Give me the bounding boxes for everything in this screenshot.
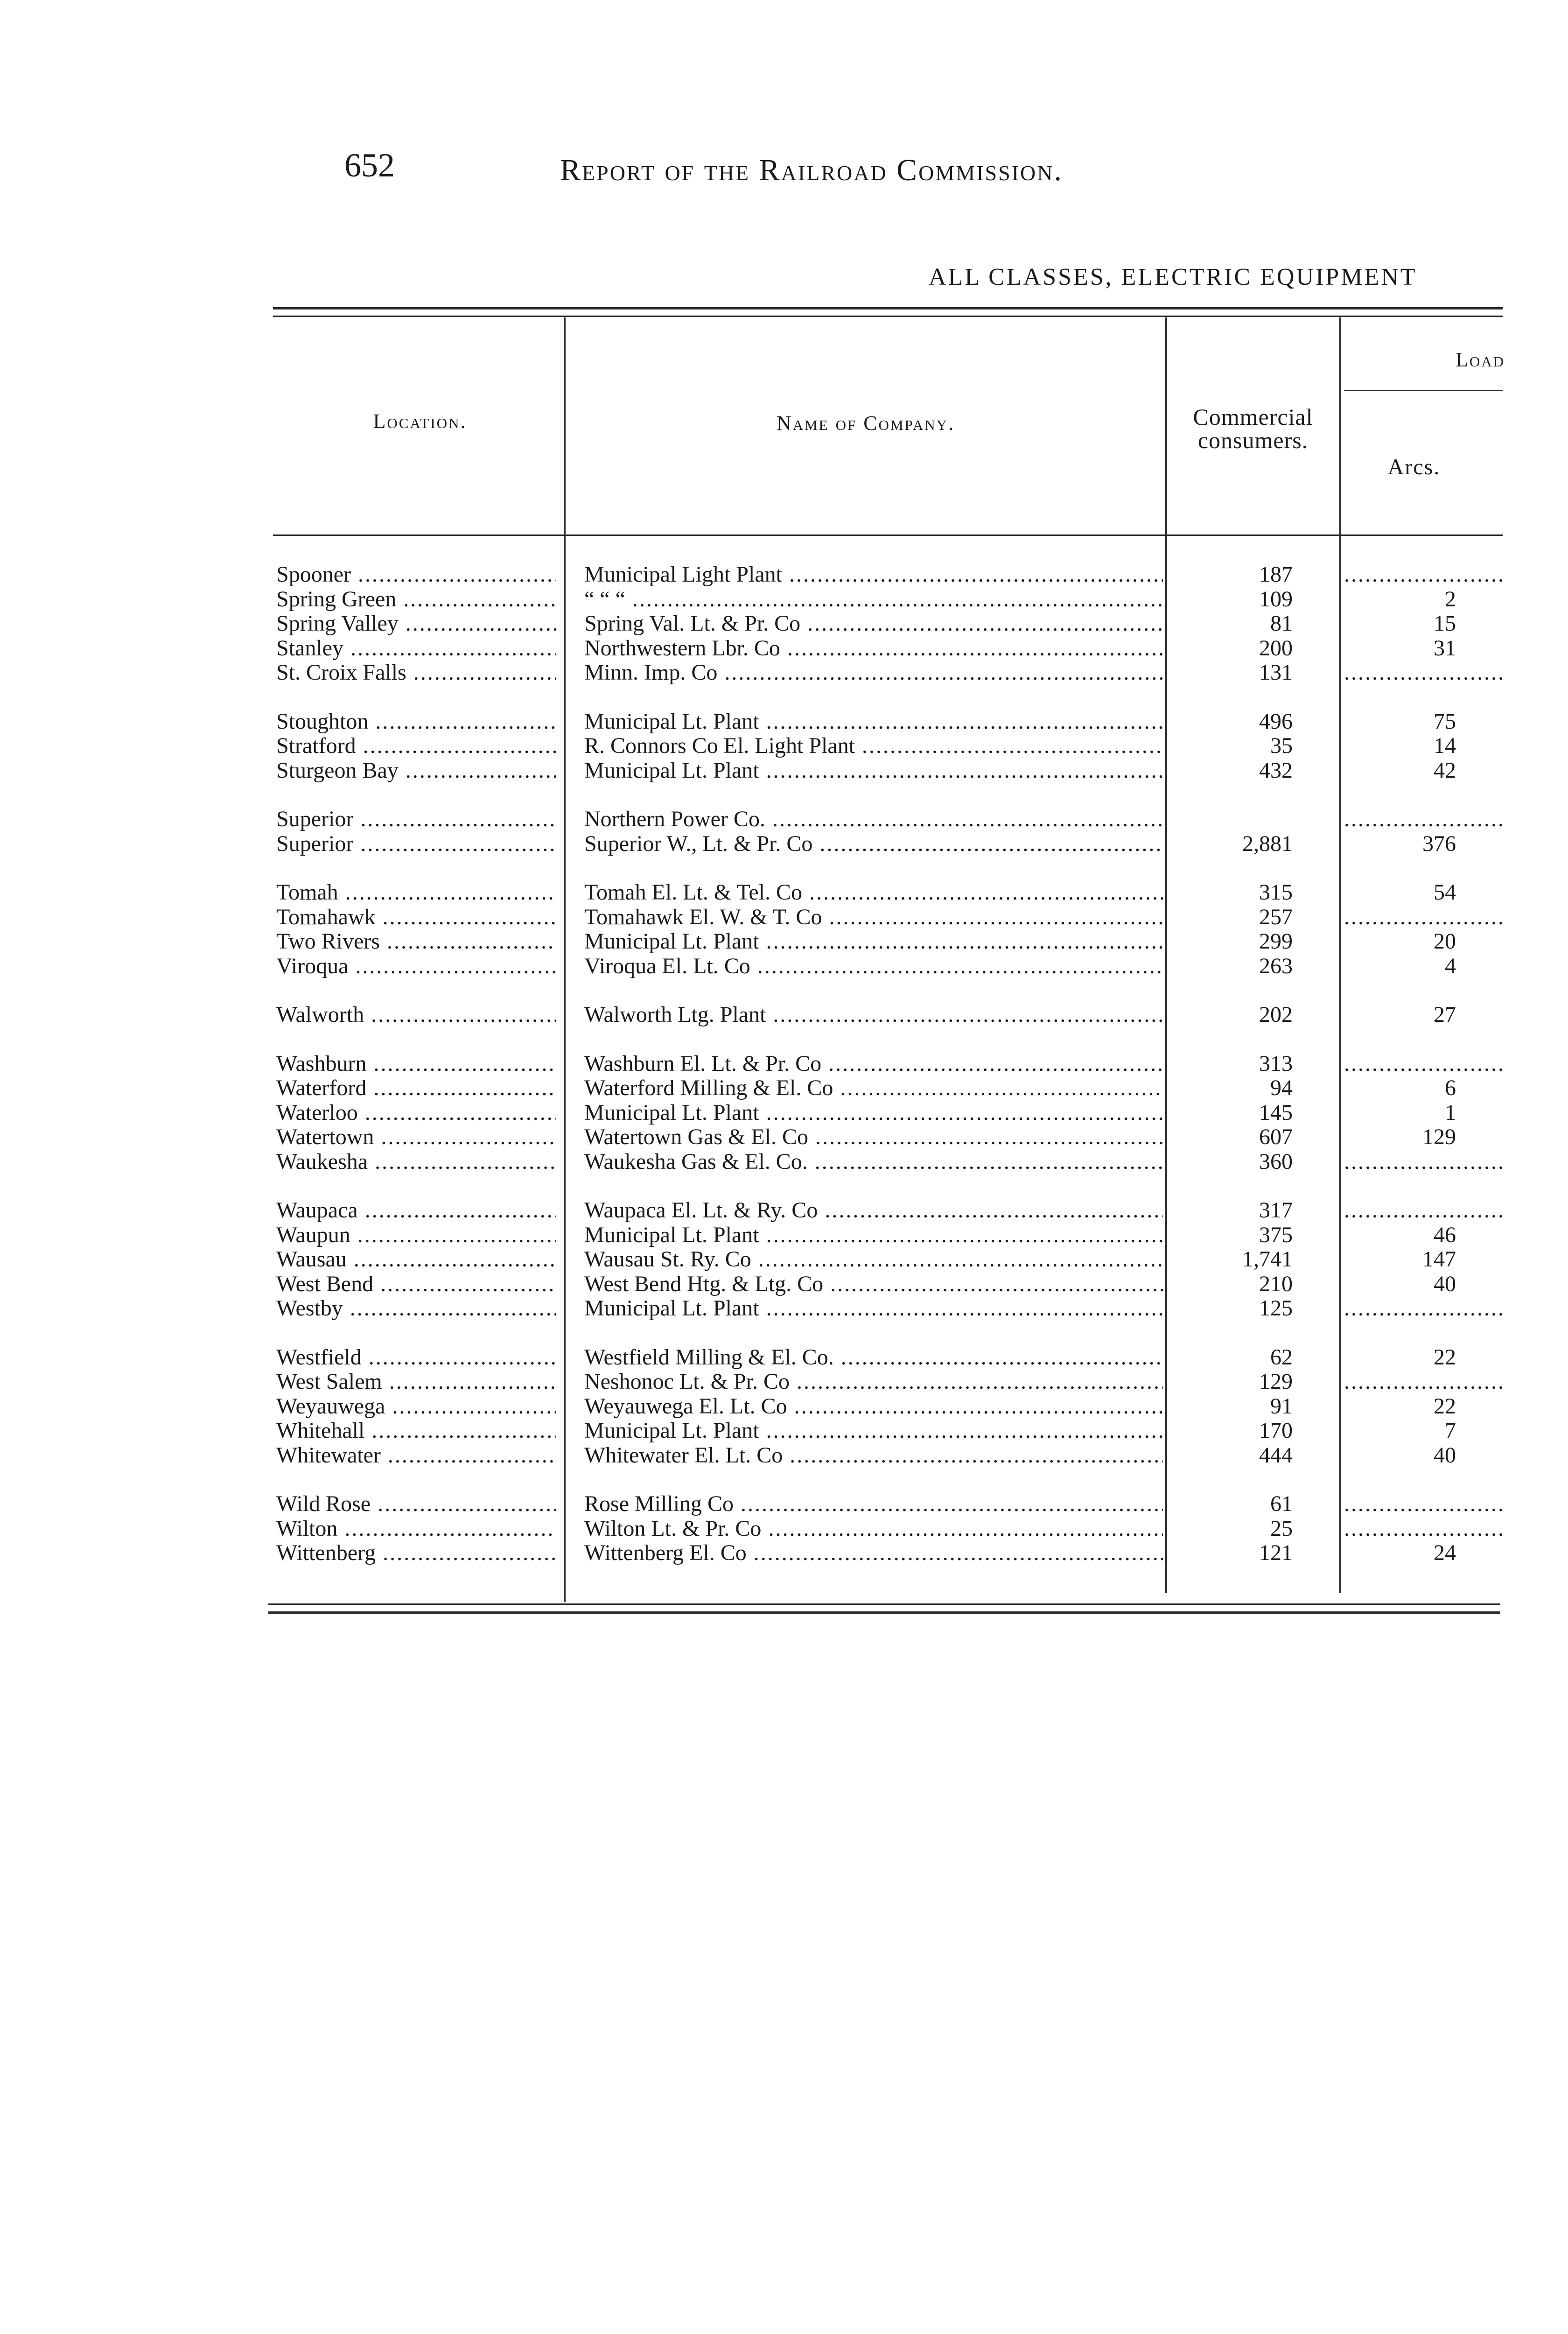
row-arcs-cell — [1344, 759, 1503, 783]
row-commercial-consumers: 1,741 — [1242, 1247, 1293, 1272]
row-company: Neshonoc Lt. & Pr. Co ..... — [584, 1370, 1163, 1394]
row-commercial-consumers: 496 — [1259, 710, 1293, 734]
bottom-rule-thin — [268, 1603, 1500, 1605]
row-location: Walworth ..... — [276, 1003, 556, 1027]
row-company: Municipal Lt. Plant ..... — [584, 1223, 1163, 1247]
row-location: Wilton ..... — [276, 1517, 556, 1541]
row-arcs-cell — [1344, 905, 1503, 929]
table-row — [0, 587, 1568, 612]
row-arcs: 20 — [1434, 929, 1456, 954]
row-commercial-consumers: 299 — [1259, 929, 1293, 954]
row-company: Municipal Lt. Plant ..... — [584, 759, 1163, 783]
row-commercial-consumers: 25 — [1270, 1517, 1293, 1541]
row-arcs-cell — [1344, 636, 1503, 661]
table-row — [0, 807, 1568, 831]
row-commercial-consumers: 109 — [1259, 587, 1293, 612]
table-row — [0, 832, 1568, 856]
row-arcs: 22 — [1434, 1345, 1456, 1370]
row-arcs-cell — [1344, 880, 1503, 905]
row-company: Northern Power Co. ..... — [584, 807, 1163, 831]
row-company: West Bend Htg. & Ltg. Co ..... — [584, 1272, 1163, 1296]
table-row — [0, 929, 1568, 954]
row-company: Waukesha Gas & El. Co. ..... — [584, 1150, 1163, 1174]
row-location: Wittenberg ..... — [276, 1541, 556, 1565]
table-row — [0, 1150, 1568, 1174]
row-location: Spring Green ..... — [276, 587, 556, 612]
row-company: Watertown Gas & El. Co ..... — [584, 1125, 1163, 1149]
table-row — [0, 562, 1568, 587]
row-arcs: 46 — [1434, 1223, 1456, 1247]
row-commercial-consumers: 35 — [1270, 734, 1293, 758]
row-company: Superior W., Lt. & Pr. Co ..... — [584, 832, 1163, 856]
row-commercial-consumers: 315 — [1259, 880, 1293, 905]
row-arcs-cell — [1344, 661, 1503, 685]
row-commercial-consumers: 375 — [1259, 1223, 1293, 1247]
column-header-commercial-consumers: Commercial consumers. — [1193, 404, 1313, 453]
row-commercial-consumers: 170 — [1259, 1419, 1293, 1443]
row-commercial-consumers: 62 — [1270, 1345, 1293, 1370]
table-row — [0, 1052, 1568, 1076]
row-company: Rose Milling Co ..... — [584, 1492, 1163, 1516]
row-company: Tomahawk El. W. & T. Co ..... — [584, 905, 1163, 929]
row-arcs: 7 — [1445, 1419, 1456, 1443]
row-commercial-consumers: 444 — [1259, 1443, 1293, 1468]
row-location: Waupun ..... — [276, 1223, 556, 1247]
table-row — [0, 954, 1568, 978]
row-location: Wild Rose ..... — [276, 1492, 556, 1516]
row-arcs: 75 — [1434, 710, 1456, 734]
row-commercial-consumers: 313 — [1259, 1052, 1293, 1076]
row-arcs: 376 — [1422, 832, 1456, 856]
row-commercial-consumers: 125 — [1259, 1296, 1293, 1321]
table-row — [0, 1492, 1568, 1516]
row-location: Waukesha ..... — [276, 1150, 556, 1174]
row-commercial-consumers: 360 — [1259, 1150, 1293, 1174]
table-row — [0, 734, 1568, 758]
row-arcs-cell — [1344, 1223, 1503, 1247]
table-row — [0, 1272, 1568, 1296]
table-row — [0, 661, 1568, 685]
row-arcs: 27 — [1434, 1003, 1456, 1027]
row-location: Whitehall ..... — [276, 1419, 556, 1443]
row-commercial-consumers: 432 — [1259, 759, 1293, 783]
row-arcs-cell — [1344, 1003, 1503, 1027]
row-location: Westby ..... — [276, 1296, 556, 1321]
table-row — [0, 1223, 1568, 1247]
row-commercial-consumers: 91 — [1270, 1394, 1293, 1419]
row-location: Tomahawk ..... — [276, 905, 556, 929]
row-arcs-cell — [1344, 1198, 1503, 1223]
row-arcs-cell — [1344, 1517, 1503, 1541]
table-row — [0, 1076, 1568, 1100]
row-arcs-cell — [1344, 612, 1503, 636]
row-arcs: 31 — [1434, 636, 1456, 661]
row-arcs-cell — [1344, 1101, 1503, 1125]
row-arcs-cell — [1344, 1296, 1503, 1321]
row-location: West Bend ..... — [276, 1272, 556, 1296]
row-arcs: 14 — [1434, 734, 1456, 758]
row-arcs-cell — [1344, 1370, 1503, 1394]
table-row — [0, 759, 1568, 783]
row-company: Municipal Lt. Plant ..... — [584, 1296, 1163, 1321]
table-row — [0, 612, 1568, 636]
row-location: Superior ..... — [276, 832, 556, 856]
row-arcs-cell — [1344, 710, 1503, 734]
row-location: Spring Valley ..... — [276, 612, 556, 636]
row-arcs-cell — [1344, 1492, 1503, 1516]
row-location: Two Rivers ..... — [276, 929, 556, 954]
row-arcs-cell — [1344, 1345, 1503, 1370]
row-commercial-consumers: 121 — [1259, 1541, 1293, 1565]
row-location: Sturgeon Bay ..... — [276, 759, 556, 783]
row-arcs-cell — [1344, 1076, 1503, 1100]
table-row — [0, 1443, 1568, 1468]
row-location: Whitewater ..... — [276, 1443, 556, 1468]
row-commercial-consumers: 81 — [1270, 612, 1293, 636]
row-company: Westfield Milling & El. Co. ..... — [584, 1345, 1163, 1370]
row-commercial-consumers: 317 — [1259, 1198, 1293, 1223]
row-company: Wilton Lt. & Pr. Co ..... — [584, 1517, 1163, 1541]
row-company: Walworth Ltg. Plant ..... — [584, 1003, 1163, 1027]
row-company: Whitewater El. Lt. Co ..... — [584, 1443, 1163, 1468]
row-company: Waterford Milling & El. Co ..... — [584, 1076, 1163, 1100]
row-commercial-consumers: 187 — [1259, 562, 1293, 587]
row-arcs: 40 — [1434, 1272, 1456, 1296]
row-location: Waterloo ..... — [276, 1101, 556, 1125]
row-location: Superior ..... — [276, 807, 556, 831]
row-company: Wittenberg El. Co ..... — [584, 1541, 1163, 1565]
row-arcs-cell — [1344, 734, 1503, 758]
row-arcs-cell — [1344, 1419, 1503, 1443]
table-row — [0, 1517, 1568, 1541]
row-location: Westfield ..... — [276, 1345, 556, 1370]
row-commercial-consumers: 129 — [1259, 1370, 1293, 1394]
row-location: Waterford ..... — [276, 1076, 556, 1100]
row-company: Weyauwega El. Lt. Co ..... — [584, 1394, 1163, 1419]
row-company: Washburn El. Lt. & Pr. Co ..... — [584, 1052, 1163, 1076]
row-arcs-cell — [1344, 1150, 1503, 1174]
row-arcs-cell — [1344, 807, 1503, 831]
row-location: Viroqua ..... — [276, 954, 556, 978]
bottom-rule-thick — [268, 1611, 1500, 1614]
row-arcs-cell — [1344, 1541, 1503, 1565]
table-caption: ALL CLASSES, ELECTRIC EQUIPMENT — [929, 264, 1417, 290]
row-arcs: 24 — [1434, 1541, 1456, 1565]
row-commercial-consumers: 607 — [1259, 1125, 1293, 1149]
row-company: Municipal Lt. Plant ..... — [584, 929, 1163, 954]
row-arcs-cell — [1344, 587, 1503, 612]
row-commercial-consumers: 94 — [1270, 1076, 1293, 1100]
row-location: Weyauwega ..... — [276, 1394, 556, 1419]
row-location: Spooner ..... — [276, 562, 556, 587]
row-commercial-consumers: 131 — [1259, 661, 1293, 685]
table-row — [0, 1296, 1568, 1321]
row-company: Waupaca El. Lt. & Ry. Co ..... — [584, 1198, 1163, 1223]
table-row — [0, 1345, 1568, 1370]
row-location: Stanley ..... — [276, 636, 556, 661]
row-commercial-consumers: 202 — [1259, 1003, 1293, 1027]
table-row — [0, 905, 1568, 929]
row-arcs: 147 — [1422, 1247, 1456, 1272]
table-row — [0, 1003, 1568, 1027]
table-row — [0, 1125, 1568, 1149]
row-arcs: 40 — [1434, 1443, 1456, 1468]
row-arcs-cell — [1344, 832, 1503, 856]
row-commercial-consumers: 61 — [1270, 1492, 1293, 1516]
row-arcs: 4 — [1445, 954, 1456, 978]
table-row — [0, 1394, 1568, 1419]
row-arcs: 42 — [1434, 759, 1456, 783]
row-arcs-cell — [1344, 1247, 1503, 1272]
row-company: Northwestern Lbr. Co ..... — [584, 636, 1163, 661]
row-commercial-consumers: 263 — [1259, 954, 1293, 978]
row-commercial-consumers — [1181, 807, 1293, 831]
row-arcs: 129 — [1422, 1125, 1456, 1149]
row-company: R. Connors Co El. Light Plant ..... — [584, 734, 1163, 758]
row-company: Municipal Lt. Plant ..... — [584, 1419, 1163, 1443]
row-arcs-cell — [1344, 1443, 1503, 1468]
column-header-arcs: Arcs. — [1387, 455, 1441, 479]
row-company: Minn. Imp. Co ..... — [584, 661, 1163, 685]
table-row — [0, 1541, 1568, 1565]
row-location: Stratford ..... — [276, 734, 556, 758]
row-arcs: 54 — [1434, 880, 1456, 905]
table-row — [0, 1198, 1568, 1223]
row-commercial-consumers: 210 — [1259, 1272, 1293, 1296]
row-arcs: 22 — [1434, 1394, 1456, 1419]
row-company: Tomah El. Lt. & Tel. Co ..... — [584, 880, 1163, 905]
row-location: Wausau ..... — [276, 1247, 556, 1272]
row-arcs: 2 — [1445, 587, 1456, 612]
row-location: Tomah ..... — [276, 880, 556, 905]
row-company: Municipal Lt. Plant ..... — [584, 710, 1163, 734]
row-company: Viroqua El. Lt. Co ..... — [584, 954, 1163, 978]
row-location: Waupaca ..... — [276, 1198, 556, 1223]
row-company: Spring Val. Lt. & Pr. Co ..... — [584, 612, 1163, 636]
row-commercial-consumers: 2,881 — [1242, 832, 1293, 856]
row-company: Wausau St. Ry. Co ..... — [584, 1247, 1163, 1272]
table-row — [0, 710, 1568, 734]
row-company: “ “ “ ..... — [584, 587, 1163, 612]
row-arcs-cell — [1344, 562, 1503, 587]
row-arcs-cell — [1344, 1272, 1503, 1296]
row-commercial-consumers: 145 — [1259, 1101, 1293, 1125]
row-commercial-consumers: 200 — [1259, 636, 1293, 661]
row-location: Washburn ..... — [276, 1052, 556, 1076]
column-header-location: Location. — [373, 410, 467, 433]
running-title: Report of the Railroad Commission. — [560, 153, 1063, 187]
row-arcs-cell — [1344, 954, 1503, 978]
table-row — [0, 1101, 1568, 1125]
row-location: Stoughton ..... — [276, 710, 556, 734]
row-commercial-consumers: 257 — [1259, 905, 1293, 929]
row-arcs-cell — [1344, 929, 1503, 954]
column-header-company: Name of Company. — [776, 412, 955, 435]
row-location: St. Croix Falls ..... — [276, 661, 556, 685]
row-arcs-cell — [1344, 1125, 1503, 1149]
row-company: Municipal Lt. Plant ..... — [584, 1101, 1163, 1125]
table-row — [0, 880, 1568, 905]
row-arcs-cell — [1344, 1394, 1503, 1419]
row-arcs: 15 — [1434, 612, 1456, 636]
table-row — [0, 1419, 1568, 1443]
table-row — [0, 1370, 1568, 1394]
row-arcs: 6 — [1445, 1076, 1456, 1100]
row-company: Municipal Light Plant ..... — [584, 562, 1163, 587]
row-arcs: 1 — [1445, 1101, 1456, 1125]
row-location: Watertown ..... — [276, 1125, 556, 1149]
page-number: 652 — [344, 147, 395, 184]
table-row — [0, 1247, 1568, 1272]
column-header-load: Load — [1455, 348, 1505, 371]
row-location: West Salem ..... — [276, 1370, 556, 1394]
table-row — [0, 636, 1568, 661]
row-arcs-cell — [1344, 1052, 1503, 1076]
